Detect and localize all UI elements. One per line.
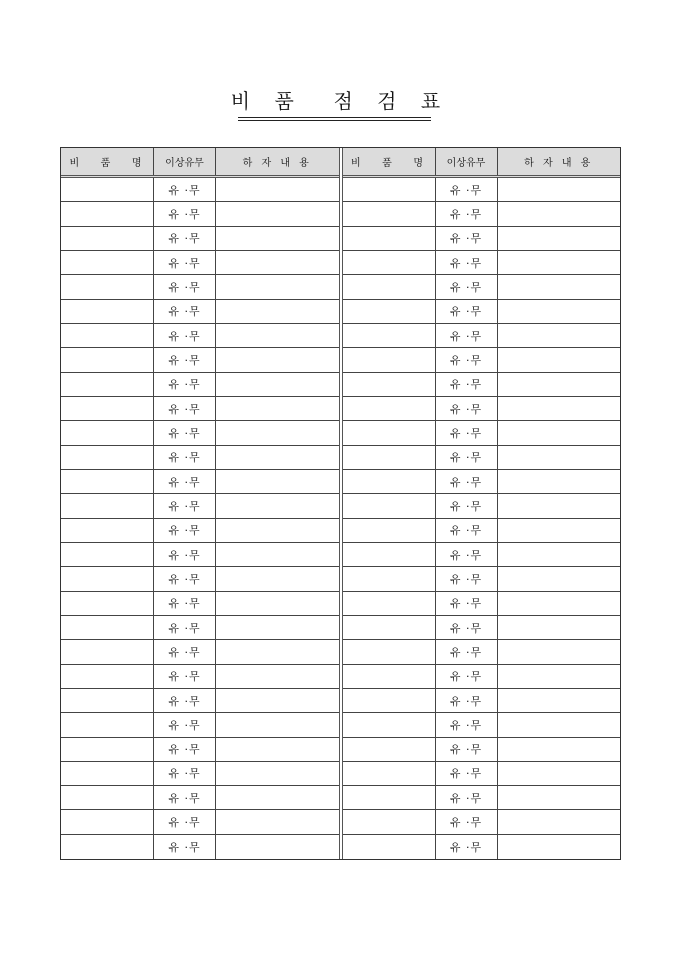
status-cell[interactable]: 유 ·무 [154,786,216,809]
defect-details-cell[interactable] [216,397,339,420]
table-row [61,373,339,397]
item-name-cell[interactable] [343,202,436,225]
status-cell[interactable]: 유 ·무 [154,251,216,274]
status-cell[interactable]: 유 ·무 [436,665,498,688]
table-row [61,227,339,251]
header-status: 이상유무 [436,148,498,175]
table-row [61,251,339,275]
defect-details-cell[interactable] [498,324,621,347]
table-row [343,446,621,470]
item-name-cell[interactable] [61,348,154,371]
table-row [343,227,621,251]
item-name-cell[interactable] [61,616,154,639]
header-status: 이상유무 [154,148,216,175]
table-row [61,616,339,640]
defect-details-cell[interactable] [216,178,339,201]
status-cell[interactable]: 유 ·무 [154,713,216,736]
status-cell[interactable]: 유 ·무 [154,178,216,201]
table-row [61,397,339,421]
header-item-name: 비 품 명 [343,148,436,175]
item-name-cell[interactable] [343,421,436,444]
item-name-cell[interactable] [343,762,436,785]
item-name-cell[interactable] [343,178,436,201]
table-row [343,470,621,494]
defect-details-cell[interactable] [216,251,339,274]
table-row [61,786,339,810]
defect-details-cell[interactable] [216,810,339,833]
defect-details-cell[interactable] [216,446,339,469]
item-name-cell[interactable] [343,665,436,688]
defect-details-cell[interactable] [216,421,339,444]
item-name-cell[interactable] [61,640,154,663]
defect-details-cell[interactable] [498,713,621,736]
defect-details-cell[interactable] [498,835,621,859]
table-row [343,275,621,299]
table-row [61,738,339,762]
table-row [61,543,339,567]
defect-details-cell[interactable] [498,251,621,274]
title-underline [238,117,431,121]
status-cell[interactable]: 유 ·무 [154,324,216,347]
status-cell[interactable]: 유 ·무 [154,348,216,371]
table-row [343,567,621,591]
status-cell[interactable]: 유 ·무 [154,543,216,566]
item-name-cell[interactable] [61,786,154,809]
status-cell[interactable]: 유 ·무 [154,421,216,444]
table-row [61,324,339,348]
item-name-cell[interactable] [343,275,436,298]
item-name-cell[interactable] [61,713,154,736]
table-row [343,300,621,324]
table-row [343,178,621,202]
item-name-cell[interactable] [61,446,154,469]
item-name-cell[interactable] [343,227,436,250]
status-cell[interactable]: 유 ·무 [436,446,498,469]
table-row [61,713,339,737]
status-cell[interactable]: 유 ·무 [154,202,216,225]
defect-details-cell[interactable] [216,592,339,615]
status-cell[interactable]: 유 ·무 [154,640,216,663]
item-name-cell[interactable] [61,251,154,274]
table-right-half [343,148,621,859]
defect-details-cell[interactable] [498,592,621,615]
defect-details-cell[interactable] [216,373,339,396]
table-row [61,592,339,616]
status-cell[interactable]: 유 ·무 [154,397,216,420]
item-name-cell[interactable] [61,324,154,347]
item-name-cell[interactable] [343,810,436,833]
status-cell[interactable]: 유 ·무 [154,665,216,688]
header-item-name: 비 품 명 [61,148,154,175]
status-cell[interactable]: 유 ·무 [436,713,498,736]
table-row [61,178,339,202]
defect-details-cell[interactable] [498,470,621,493]
defect-details-cell[interactable] [216,640,339,663]
status-cell[interactable]: 유 ·무 [154,470,216,493]
item-name-cell[interactable] [61,835,154,859]
defect-details-cell[interactable] [216,300,339,323]
defect-details-cell[interactable] [498,665,621,688]
table-row [61,421,339,445]
defect-details-cell[interactable] [216,786,339,809]
status-cell[interactable]: 유 ·무 [154,738,216,761]
table-header-row [61,148,339,178]
status-cell[interactable]: 유 ·무 [436,786,498,809]
item-name-cell[interactable] [61,738,154,761]
status-cell[interactable]: 유 ·무 [154,227,216,250]
defect-details-cell[interactable] [498,786,621,809]
defect-details-cell[interactable] [498,275,621,298]
item-name-cell[interactable] [343,373,436,396]
table-row [61,275,339,299]
item-name-cell[interactable] [343,713,436,736]
table-row [61,348,339,372]
table-row [61,567,339,591]
table-row [61,835,339,859]
defect-details-cell[interactable] [498,738,621,761]
defect-details-cell[interactable] [216,665,339,688]
status-cell[interactable]: 유 ·무 [154,616,216,639]
status-cell[interactable]: 유 ·무 [436,397,498,420]
table-row [61,762,339,786]
item-name-cell[interactable] [343,519,436,542]
status-cell[interactable]: 유 ·무 [436,251,498,274]
item-name-cell[interactable] [61,421,154,444]
defect-details-cell[interactable] [216,616,339,639]
defect-details-cell[interactable] [498,616,621,639]
header-defect-details: 하 자 내 용 [242,157,312,169]
status-cell[interactable]: 유 ·무 [436,738,498,761]
table-row [61,665,339,689]
item-name-cell[interactable] [343,397,436,420]
inspection-table [60,147,621,860]
table-row [61,640,339,664]
defect-details-cell[interactable] [498,567,621,590]
table-row [343,543,621,567]
header-defect-details: 하 자 내 용 [524,157,594,169]
table-header-row [343,148,621,178]
table-row [61,300,339,324]
status-cell[interactable]: 유 ·무 [154,810,216,833]
defect-details-cell[interactable] [498,640,621,663]
defect-details-cell[interactable] [216,494,339,517]
item-name-cell[interactable] [343,470,436,493]
table-row [343,202,621,226]
item-name-cell[interactable] [343,835,436,859]
item-name-cell[interactable] [61,202,154,225]
status-cell[interactable]: 유 ·무 [436,324,498,347]
item-name-cell[interactable] [61,810,154,833]
item-name-cell[interactable] [61,543,154,566]
item-name-cell[interactable] [61,592,154,615]
item-name-cell[interactable] [61,178,154,201]
status-cell[interactable]: 유 ·무 [154,519,216,542]
defect-details-cell[interactable] [216,202,339,225]
defect-details-cell[interactable] [216,348,339,371]
status-cell[interactable]: 유 ·무 [436,470,498,493]
item-name-cell[interactable] [343,786,436,809]
item-name-cell[interactable] [61,373,154,396]
defect-details-cell[interactable] [498,373,621,396]
status-cell[interactable]: 유 ·무 [436,567,498,590]
table-row [343,397,621,421]
defect-details-cell[interactable] [216,835,339,859]
table-row [343,519,621,543]
table-row [343,689,621,713]
status-cell[interactable]: 유 ·무 [436,494,498,517]
page-title: 비 품 점 검 표 [230,89,450,113]
item-name-cell[interactable] [343,494,436,517]
status-cell[interactable]: 유 ·무 [436,373,498,396]
status-cell[interactable]: 유 ·무 [436,275,498,298]
table-row [61,470,339,494]
defect-details-cell[interactable] [498,227,621,250]
status-cell[interactable]: 유 ·무 [154,689,216,712]
table-row [343,616,621,640]
status-cell[interactable]: 유 ·무 [154,275,216,298]
table-row [343,348,621,372]
status-cell[interactable]: 유 ·무 [436,421,498,444]
item-name-cell[interactable] [61,689,154,712]
defect-details-cell[interactable] [216,543,339,566]
item-name-cell[interactable] [343,348,436,371]
item-name-cell[interactable] [343,446,436,469]
item-name-cell[interactable] [61,470,154,493]
table-row [343,762,621,786]
status-cell[interactable]: 유 ·무 [154,762,216,785]
defect-details-cell[interactable] [498,446,621,469]
table-row [61,810,339,834]
status-cell[interactable]: 유 ·무 [154,446,216,469]
defect-details-cell[interactable] [216,275,339,298]
status-cell[interactable]: 유 ·무 [436,178,498,201]
defect-details-cell[interactable] [498,494,621,517]
defect-details-cell[interactable] [498,689,621,712]
status-cell[interactable]: 유 ·무 [436,640,498,663]
item-name-cell[interactable] [61,300,154,323]
status-cell[interactable]: 유 ·무 [436,835,498,859]
table-row [343,738,621,762]
table-row [343,786,621,810]
status-cell[interactable]: 유 ·무 [436,762,498,785]
defect-details-cell[interactable] [216,470,339,493]
defect-details-cell[interactable] [498,421,621,444]
table-row [343,665,621,689]
status-cell[interactable]: 유 ·무 [436,348,498,371]
status-cell[interactable]: 유 ·무 [154,567,216,590]
table-row [343,810,621,834]
item-name-cell[interactable] [61,227,154,250]
table-row [343,494,621,518]
status-cell[interactable]: 유 ·무 [154,835,216,859]
defect-details-cell[interactable] [498,348,621,371]
item-name-cell[interactable] [343,324,436,347]
status-cell[interactable]: 유 ·무 [436,300,498,323]
table-row [343,592,621,616]
status-cell[interactable]: 유 ·무 [436,227,498,250]
defect-details-cell[interactable] [498,762,621,785]
defect-details-cell[interactable] [216,738,339,761]
table-left-half [61,148,343,859]
table-row [61,689,339,713]
defect-details-cell[interactable] [216,762,339,785]
defect-details-cell[interactable] [498,202,621,225]
defect-details-cell[interactable] [216,713,339,736]
item-name-cell[interactable] [61,762,154,785]
defect-details-cell[interactable] [216,519,339,542]
table-row [61,446,339,470]
defect-details-cell[interactable] [498,810,621,833]
status-cell[interactable]: 유 ·무 [436,519,498,542]
item-name-cell[interactable] [343,592,436,615]
defect-details-cell[interactable] [498,543,621,566]
status-cell[interactable]: 유 ·무 [436,810,498,833]
table-row [61,202,339,226]
status-cell[interactable]: 유 ·무 [154,494,216,517]
table-row [343,835,621,859]
defect-details-cell[interactable] [216,689,339,712]
item-name-cell[interactable] [343,738,436,761]
item-name-cell[interactable] [343,543,436,566]
defect-details-cell[interactable] [498,178,621,201]
item-name-cell[interactable] [61,494,154,517]
status-cell[interactable]: 유 ·무 [436,689,498,712]
table-row [343,713,621,737]
item-name-cell[interactable] [61,397,154,420]
status-cell[interactable]: 유 ·무 [154,373,216,396]
status-cell[interactable]: 유 ·무 [436,592,498,615]
status-cell[interactable]: 유 ·무 [154,592,216,615]
status-cell[interactable]: 유 ·무 [154,300,216,323]
status-cell[interactable]: 유 ·무 [436,543,498,566]
status-cell[interactable]: 유 ·무 [436,202,498,225]
item-name-cell[interactable] [343,300,436,323]
item-name-cell[interactable] [61,275,154,298]
item-name-cell[interactable] [61,567,154,590]
item-name-cell[interactable] [343,251,436,274]
item-name-cell[interactable] [343,616,436,639]
table-row [61,519,339,543]
table-row [343,324,621,348]
defect-details-cell[interactable] [498,397,621,420]
table-row [61,494,339,518]
status-cell[interactable]: 유 ·무 [436,616,498,639]
item-name-cell[interactable] [343,567,436,590]
defect-details-cell[interactable] [216,227,339,250]
item-name-cell[interactable] [343,640,436,663]
item-name-cell[interactable] [343,689,436,712]
defect-details-cell[interactable] [216,567,339,590]
table-row [343,421,621,445]
table-row [343,373,621,397]
defect-details-cell[interactable] [498,300,621,323]
table-row [343,640,621,664]
item-name-cell[interactable] [61,519,154,542]
defect-details-cell[interactable] [498,519,621,542]
table-row [343,251,621,275]
defect-details-cell[interactable] [216,324,339,347]
item-name-cell[interactable] [61,665,154,688]
